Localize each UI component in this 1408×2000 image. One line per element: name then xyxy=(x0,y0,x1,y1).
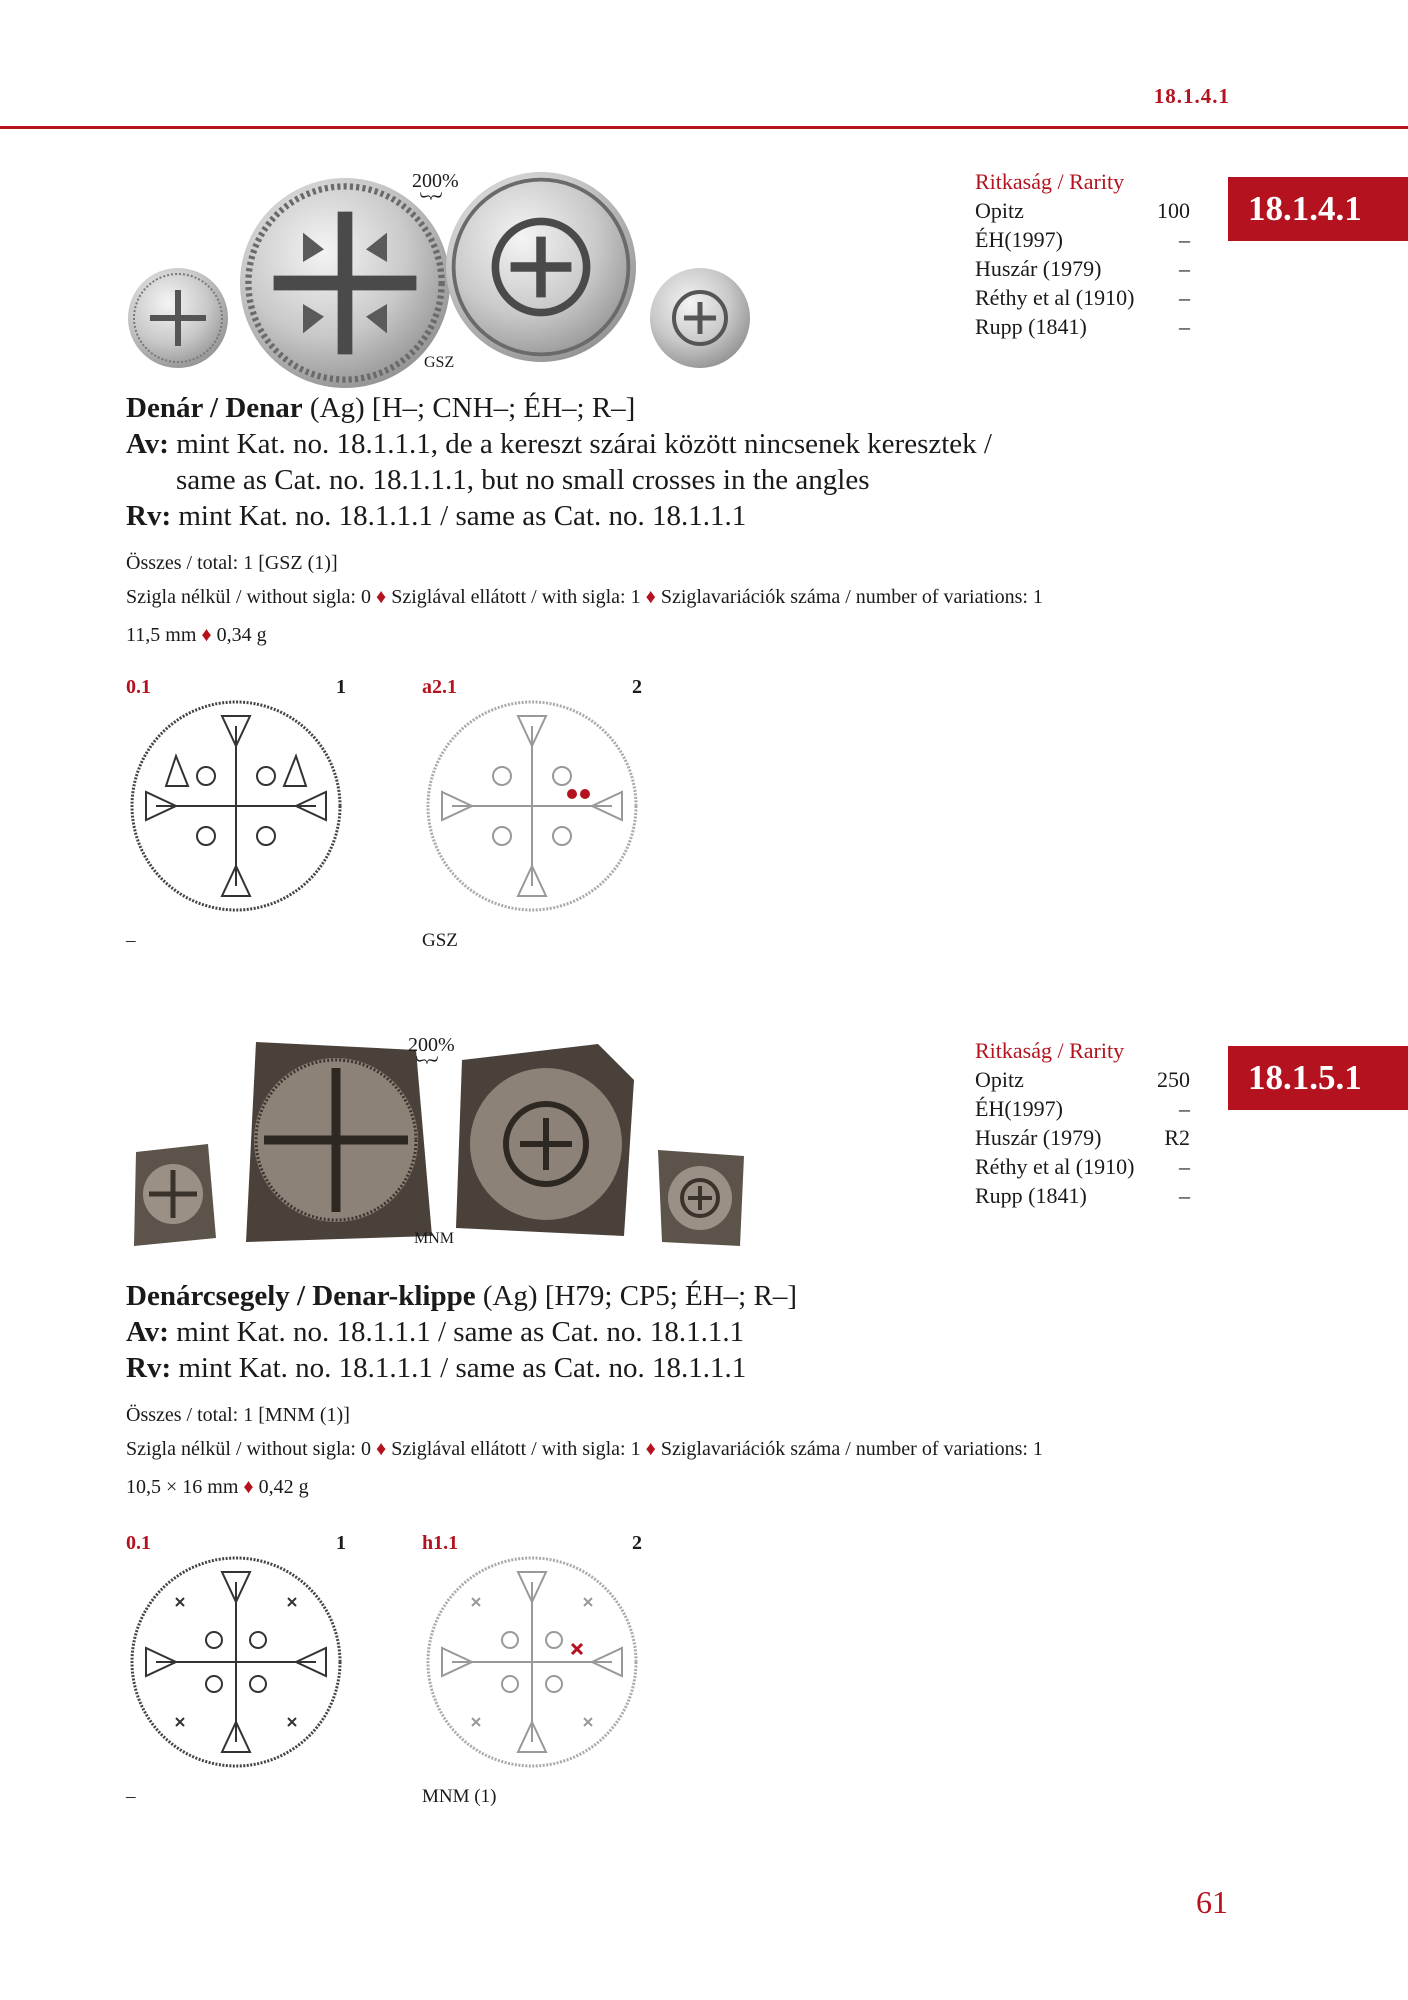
sigla-with: Sziglával ellátott / with sigla: 1 xyxy=(391,1438,641,1460)
obverse-text: mint Kat. no. 18.1.1.1 / same as Cat. no. 18.1.1.1 xyxy=(168,1316,745,1348)
diamond-icon: ♦ xyxy=(645,1438,656,1460)
variant-source: – xyxy=(126,930,136,951)
sigla-dot-mark xyxy=(580,789,590,799)
rarity-value: – xyxy=(1179,1096,1190,1121)
rarity-source: Rupp (1841) xyxy=(975,1183,1087,1208)
coin-size: 11,5 mm xyxy=(126,624,197,646)
rarity-row xyxy=(975,1152,1190,1181)
sigla-variations: Sziglavariációk száma / number of variations: 1 xyxy=(660,1438,1043,1460)
obverse-photo-actual-size xyxy=(128,1142,218,1250)
header-rule xyxy=(0,126,1408,129)
sigla-summary xyxy=(126,1432,1043,1466)
variant-drawing-a2-1 xyxy=(422,696,642,916)
zoom-brace: ︸ xyxy=(416,1056,439,1081)
variant-drawing-h1-1 xyxy=(422,1552,642,1772)
sigla-x-mark xyxy=(572,1644,582,1654)
running-header-id: 18.1.4.1 xyxy=(1153,84,1230,108)
sigla-without: Szigla nélkül / without sigla: 0 xyxy=(126,586,371,608)
references: (Ag) [H79; CP5; ÉH–; R–] xyxy=(475,1280,797,1312)
rarity-value: 100 xyxy=(1157,198,1190,223)
reverse-photo-actual-size xyxy=(652,1146,748,1250)
variant-number: 2 xyxy=(632,676,642,698)
rarity-source: Opitz xyxy=(975,198,1024,223)
variant-number: 1 xyxy=(336,676,346,698)
rarity-value: – xyxy=(1179,256,1190,281)
photo-source: MNM xyxy=(414,1230,455,1247)
coin-stats xyxy=(126,546,1043,652)
page-number: 61 xyxy=(1196,1884,1228,1920)
obverse-photo-enlarged xyxy=(240,178,450,388)
photo-source: GSZ xyxy=(424,354,455,371)
zoom-brace: ︸ xyxy=(420,192,443,217)
sigla-dot-mark xyxy=(567,789,577,799)
rarity-row xyxy=(975,312,1190,341)
sigla-without: Szigla nélkül / without sigla: 0 xyxy=(126,1438,371,1460)
diamond-icon: ♦ xyxy=(375,586,387,608)
total-count: Összes / total: 1 [GSZ (1)] xyxy=(126,552,338,574)
coin-weight: 0,34 g xyxy=(216,624,267,646)
rarity-row xyxy=(975,283,1190,312)
coin-title xyxy=(126,390,635,426)
rarity-title: Ritkaság / Rarity xyxy=(975,169,1125,194)
sigla-summary xyxy=(126,580,1043,614)
reverse-photo-enlarged xyxy=(448,1040,638,1242)
diamond-icon: ♦ xyxy=(645,586,656,608)
obverse-photo-enlarged xyxy=(236,1036,439,1246)
variant-source: – xyxy=(126,1786,136,1807)
sigla-with: Sziglával ellátott / with sigla: 1 xyxy=(391,586,641,608)
diamond-icon: ♦ xyxy=(375,1438,387,1460)
rarity-row xyxy=(975,1123,1190,1152)
coin-size: 10,5 × 16 mm xyxy=(126,1476,239,1498)
rarity-source: Réthy et al (1910) xyxy=(975,285,1135,310)
rarity-row xyxy=(975,225,1190,254)
variant-source: MNM (1) xyxy=(422,1786,497,1807)
variant-drawing-0-1 xyxy=(126,696,346,916)
catalog-badge: 18.1.5.1 xyxy=(1228,1046,1408,1110)
size-weight xyxy=(126,1470,1043,1504)
variant-source: GSZ xyxy=(422,930,458,951)
denomination: Denár / Denar xyxy=(126,392,303,424)
reverse-label: Rv: xyxy=(126,1352,172,1384)
catalog-badge: 18.1.4.1 xyxy=(1228,177,1408,241)
rarity-source: ÉH(1997) xyxy=(975,1096,1063,1121)
rarity-table xyxy=(975,167,1190,341)
rarity-value: – xyxy=(1179,314,1190,339)
coin-weight: 0,42 g xyxy=(258,1476,309,1498)
rarity-title: Ritkaság / Rarity xyxy=(975,1038,1125,1063)
coin-title xyxy=(126,1278,797,1314)
variant-code: 0.1 xyxy=(126,676,151,698)
rarity-source: Rupp (1841) xyxy=(975,314,1087,339)
rarity-row xyxy=(975,254,1190,283)
rarity-source: Opitz xyxy=(975,1067,1024,1092)
rarity-row xyxy=(975,1181,1190,1210)
reverse-photo-actual-size xyxy=(650,268,750,368)
rarity-value: – xyxy=(1179,1154,1190,1179)
coin-description xyxy=(126,426,1126,534)
obverse-label: Av: xyxy=(126,1316,169,1348)
variant-number: 1 xyxy=(336,1532,346,1554)
sigla-variations: Sziglavariációk száma / number of variations: 1 xyxy=(660,586,1043,608)
reverse-photo-enlarged xyxy=(446,172,636,362)
total-count: Összes / total: 1 [MNM (1)] xyxy=(126,1404,350,1426)
size-weight xyxy=(126,618,1043,652)
coin-stats xyxy=(126,1398,1043,1504)
references: (Ag) [H–; CNH–; ÉH–; R–] xyxy=(302,392,636,424)
coin-description xyxy=(126,1314,1126,1386)
variant-code: a2.1 xyxy=(422,676,457,698)
rarity-row xyxy=(975,196,1190,225)
diamond-icon: ♦ xyxy=(243,1476,254,1498)
obverse-label: Av: xyxy=(126,428,169,460)
rarity-value: – xyxy=(1179,1183,1190,1208)
reverse-label: Rv: xyxy=(126,500,172,532)
variant-code: 0.1 xyxy=(126,1532,151,1554)
rarity-value: R2 xyxy=(1164,1125,1190,1150)
rarity-value: – xyxy=(1179,285,1190,310)
variant-number: 2 xyxy=(632,1532,642,1554)
obverse-text: mint Kat. no. 18.1.1.1, de a kereszt szárai között nincsenek keresztek / xyxy=(168,428,992,460)
rarity-source: ÉH(1997) xyxy=(975,227,1063,252)
diamond-icon: ♦ xyxy=(201,624,212,646)
reverse-text: mint Kat. no. 18.1.1.1 / same as Cat. no. 18.1.1.1 xyxy=(171,500,747,532)
rarity-table xyxy=(975,1036,1190,1210)
denomination: Denárcsegely / Denar-klippe xyxy=(126,1280,476,1312)
rarity-row xyxy=(975,1065,1190,1094)
obverse-photo-actual-size xyxy=(128,268,228,368)
rarity-row xyxy=(975,1094,1190,1123)
zoom-label: 200% xyxy=(412,170,459,192)
rarity-source: Huszár (1979) xyxy=(975,1125,1102,1150)
variant-drawing-0-1 xyxy=(126,1552,346,1772)
rarity-source: Réthy et al (1910) xyxy=(975,1154,1135,1179)
variant-code: h1.1 xyxy=(422,1532,459,1554)
zoom-label: 200% xyxy=(408,1034,455,1056)
rarity-value: 250 xyxy=(1157,1067,1190,1092)
obverse-text-english: same as Cat. no. 18.1.1.1, but no small crosses in the angles xyxy=(176,464,870,496)
rarity-source: Huszár (1979) xyxy=(975,256,1102,281)
rarity-value: – xyxy=(1179,227,1190,252)
reverse-text: mint Kat. no. 18.1.1.1 / same as Cat. no. 18.1.1.1 xyxy=(171,1352,747,1384)
